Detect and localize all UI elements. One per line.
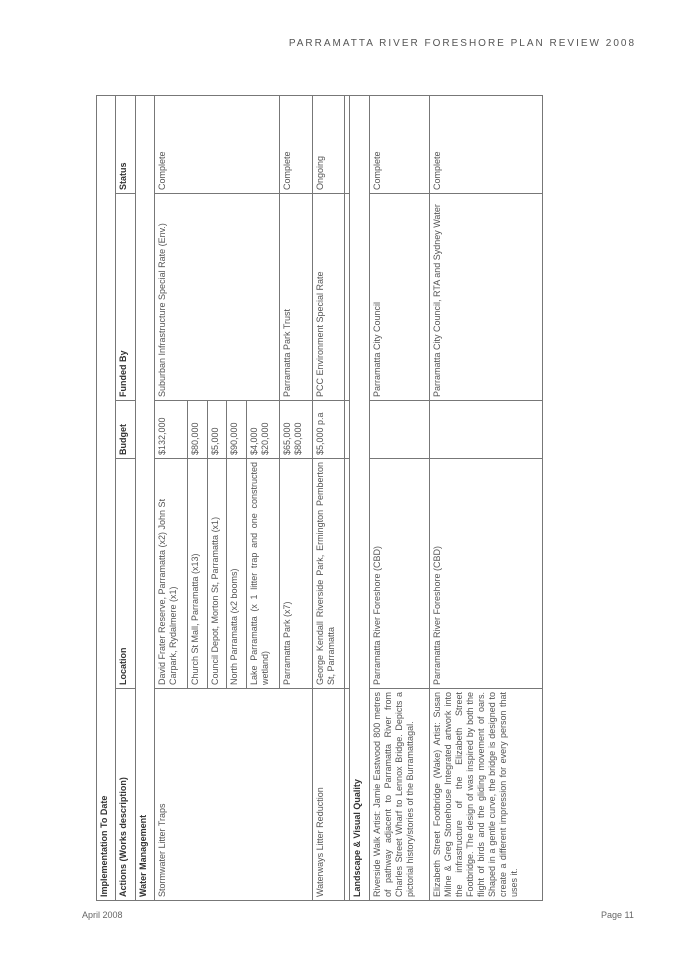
budget-cell: [369, 401, 429, 459]
column-header-actions: Actions (Works description): [116, 689, 135, 901]
status-cell: Complete: [429, 95, 542, 193]
implementation-table: [96, 95, 543, 901]
funded-by-cell: PCC Environment Special Rate: [312, 194, 345, 401]
column-header-budget: Budget: [116, 401, 135, 459]
budget-cell: $5,000: [207, 401, 226, 459]
funded-by-cell: Suburban Infrastructure Special Rate (Env.): [155, 194, 279, 401]
funded-by-cell: Parramatta City Council: [369, 194, 429, 401]
running-header: PARRAMATTA RIVER FORESHORE PLAN REVIEW 2008: [288, 38, 636, 49]
location-cell: Council Depot, Morton St, Parramatta (x1): [207, 459, 226, 689]
column-header-status: Status: [116, 95, 135, 193]
location-cell: Church St Mall, Parramatta (x13): [188, 459, 207, 689]
budget-cell: $4,000 $20,000: [246, 401, 279, 459]
budget-cell: [429, 401, 542, 459]
table-row: [369, 95, 429, 900]
location-cell: Parramatta River Foreshore (CBD): [369, 459, 429, 689]
location-cell: Lake Parramatta (x 1 litter trap and one constructed wetland): [246, 459, 279, 689]
action-cell: Stormwater Litter Traps: [155, 689, 312, 901]
table-row: [312, 95, 345, 900]
footer-date: April 2008: [82, 910, 123, 920]
section-title: Landscape & Visual Quality: [350, 95, 369, 900]
table-row: [429, 95, 542, 900]
budget-cell: $80,000: [188, 401, 207, 459]
section-title: Water Management: [135, 95, 154, 900]
action-cell: Elizabeth Street Footbridge (Wake) Artist: Susan Milne & Greg Stonehouse Integrated artwork into the infrastructure of the Elizabeth Street Footbridge. The design of was inspired by both the flight of birds and the gliding movement of oars. Shaped in a gentle curve, the bridge is designed to create a different impression for every person that uses it.: [429, 689, 542, 901]
funded-by-cell: Parramatta Park Trust: [279, 194, 312, 401]
location-cell: North Parramatta (x2 booms): [227, 459, 246, 689]
action-cell: Riverside Walk Artist: Jamie Eastwood 800 metres of pathway adjacent to Parramatta River from Charles Street Wharf to Lennox Bridge. Depicts a pictorial history/stories of the Burramattagal.: [369, 689, 429, 901]
status-cell: Complete: [279, 95, 312, 193]
status-cell: Complete: [155, 95, 279, 193]
budget-cell: $132,000: [155, 401, 188, 459]
location-cell: George Kendall Riverside Park, Ermington Pemberton St, Parramatta: [312, 459, 345, 689]
action-cell: Waterways Litter Reduction: [312, 689, 345, 901]
status-cell: Complete: [369, 95, 429, 193]
footer-page-number: Page 11: [601, 910, 634, 920]
status-cell: Ongoing: [312, 95, 345, 193]
table-row: [155, 95, 188, 900]
budget-cell: $90,000: [227, 401, 246, 459]
table-caption-row: [97, 95, 116, 900]
funded-by-cell: Parramatta City Council, RTA and Sydney Water: [429, 194, 542, 401]
table-caption: Implementation To Date: [97, 95, 116, 900]
section-row-landscape: [350, 95, 369, 900]
section-row-water-management: [135, 95, 154, 900]
rotated-table-container: [96, 96, 543, 901]
location-cell: Parramatta Park (x7): [279, 459, 312, 689]
column-header-location: Location: [116, 459, 135, 689]
budget-cell: $5,000 p.a: [312, 401, 345, 459]
column-header-funded-by: Funded By: [116, 194, 135, 401]
budget-cell: $65,000 $80,000: [279, 401, 312, 459]
location-cell: Parramatta River Foreshore (CBD): [429, 459, 542, 689]
table-header-row: [116, 95, 135, 900]
location-cell: David Frater Reserve, Parramatta (x2) John St Carpark, Rydalmere (x1): [155, 459, 188, 689]
